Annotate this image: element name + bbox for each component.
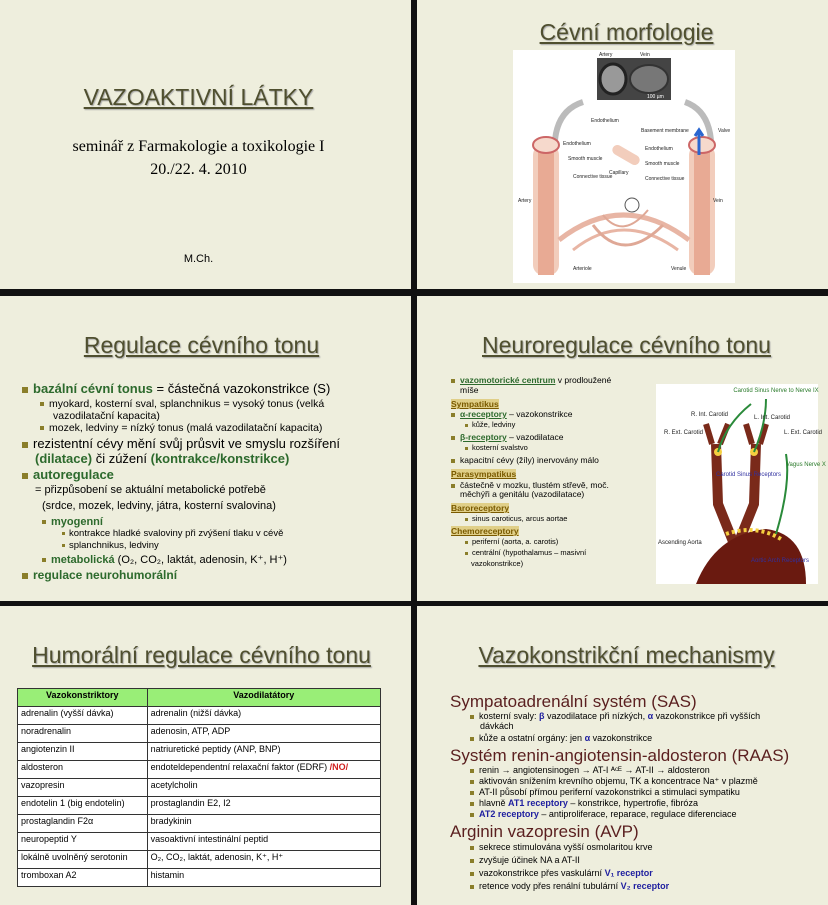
label-venule: Venule xyxy=(671,266,687,272)
table-cell: aldosteron xyxy=(18,761,148,779)
label-carotid-sinus-receptors: Carotid Sinus Receptors xyxy=(716,472,782,478)
label-l-int-carotid: L. Int. Carotid xyxy=(754,415,791,421)
header-vazokonstriktory: Vazokonstriktory xyxy=(18,689,148,707)
humoral-table xyxy=(17,688,381,887)
label-capillary: Capillary xyxy=(609,170,629,176)
label-basement: Basement membrane xyxy=(641,128,689,134)
date: 20./22. 4. 2010 xyxy=(150,161,247,178)
label-endothelium-l: Endothelium xyxy=(563,141,591,147)
bullet-kontrakce: kontrakce hladké svaloviny při zvýšení tlaku v cévě xyxy=(62,529,283,539)
table-row xyxy=(18,833,381,851)
author: M.Ch. xyxy=(183,253,214,265)
table-row xyxy=(18,797,381,815)
slide-title[interactable] xyxy=(0,0,403,289)
label-ascending-aorta: Ascending Aorta xyxy=(658,540,702,546)
table-cell: O₂, CO₂, laktát, adenosin, K⁺, H⁺ xyxy=(147,851,380,869)
label-connective-l: Connective tissue xyxy=(573,174,613,180)
label-vein-side: Vein xyxy=(713,198,723,204)
slide-title-text: Vazokonstrikční mechanismy xyxy=(478,642,775,668)
table-row xyxy=(18,869,381,887)
table-cell: histamin xyxy=(147,869,380,887)
vertical-divider xyxy=(403,0,425,905)
table-cell: prostaglandin F2α xyxy=(18,815,148,833)
slide-regulace[interactable] xyxy=(0,296,403,601)
table-cell: endotelin 1 (big endotelin) xyxy=(18,797,148,815)
subtitle: seminář z Farmakologie a toxikologie I xyxy=(72,138,325,155)
label-scale: 100 µm xyxy=(647,94,664,100)
table-row xyxy=(18,815,381,833)
slide-title-text: Cévní morfologie xyxy=(539,19,714,45)
table-row xyxy=(18,725,381,743)
table-cell: vazopresin xyxy=(18,779,148,797)
label-r-ext-carotid: R. Ext. Carotid xyxy=(664,430,704,436)
table-cell: neuropeptid Y xyxy=(18,833,148,851)
slide-title-text: Regulace cévního tonu xyxy=(83,332,320,358)
table-row xyxy=(18,761,381,779)
bullet-metabolicka: metabolická (O₂, CO₂, laktát, adenosin, K⁺, H⁺) xyxy=(42,554,287,566)
label-r-int-carotid: R. Int. Carotid xyxy=(691,412,729,418)
baroreceptor-diagram xyxy=(656,384,826,584)
bullet-autoregulace: autoregulace xyxy=(22,468,114,482)
label-vagus: Vagus Nerve X xyxy=(786,462,826,468)
table-cell: tromboxan A2 xyxy=(18,869,148,887)
table-cell: prostaglandin E2, I2 xyxy=(147,797,380,815)
bullet-myogenni: myogenní xyxy=(42,516,103,528)
text-prizpusobeni: = přizpůsobení se aktuální metabolické potřebě xyxy=(35,484,266,496)
table-cell: acetylcholin xyxy=(147,779,380,797)
bullet-bazalni: bazální cévní tonus = částečná vazokonstrikce (S) xyxy=(22,382,330,396)
vessel-morphology-diagram xyxy=(513,50,735,283)
table-row xyxy=(18,707,381,725)
label-aortic-arch-receptors: Aortic Arch Receptors xyxy=(751,558,810,564)
heading-avp: Arginin vazopresin (AVP) xyxy=(450,822,639,841)
bullet-myokard: myokard, kosterní sval, splanchnikus = vysoký tonus (velká xyxy=(40,399,324,411)
label-l-ext-carotid: L. Ext. Carotid xyxy=(784,430,823,436)
horizontal-divider-1 xyxy=(0,289,828,296)
table-row xyxy=(18,851,381,869)
table-cell: adenosin, ATP, ADP xyxy=(147,725,380,743)
label-carotid-sinus-nerve: Carotid Sinus Nerve to Nerve IX xyxy=(733,388,819,394)
table-header-row xyxy=(18,689,381,707)
bullet-mozek: mozek, ledviny = nízký tonus (malá vazodilatační kapacita) xyxy=(40,423,322,435)
table-cell: lokálně uvolněný serotonin xyxy=(18,851,148,869)
heading-raas: Systém renin-angiotensin-aldosteron (RAAS) xyxy=(450,746,790,765)
slide-cevni-morfologie[interactable] xyxy=(425,0,828,289)
main-title: VAZOAKTIVNÍ LÁTKY xyxy=(83,84,314,110)
bullet-myokard-cont: vazodilatační kapacita) xyxy=(53,410,160,422)
table-cell: natriuretické peptidy (ANP, BNP) xyxy=(147,743,380,761)
no-label: /NO/ xyxy=(329,762,349,772)
label-endothelium-top: Endothelium xyxy=(591,118,619,124)
table-cell: angiotenzin II xyxy=(18,743,148,761)
table-cell: vasoaktivní intestinální peptid xyxy=(147,833,380,851)
slide-humoralni[interactable] xyxy=(0,606,403,905)
slide-title-text: Neuroregulace cévního tonu xyxy=(482,332,771,358)
table-cell: noradrenalin xyxy=(18,725,148,743)
label-arteriole: Arteriole xyxy=(573,266,592,272)
label-smooth-r: Smooth muscle xyxy=(645,161,680,167)
bullet-splanchnikus: splanchnikus, ledviny xyxy=(62,541,159,551)
label-connective-r: Connective tissue xyxy=(645,176,685,182)
text-organy: (srdce, mozek, ledviny, játra, kosterní svalovina) xyxy=(42,500,276,512)
bullet-rezistentni: rezistentní cévy mění svůj průsvit ve smyslu rozšíření xyxy=(22,437,340,451)
label-smooth-l: Smooth muscle xyxy=(568,156,603,162)
label-endothelium-r: Endothelium xyxy=(645,146,673,152)
slide-vazokonstrikcni[interactable]: Vazokonstrikční mechanismy Sympatoadrenální systém (SAS) kosterní svaly: β vazodilatace při nízkých, α vazokonstrikce při vyšších dávkách kůže a ostatní orgány: jen α vazokonstrikce Systém renin-angiotensin-aldosteron (RAAS) renin → angiotensinogen → AT-I ᴬᶜᴱ → AT-II → aldosteron aktivován snížením krevního objemu, TK a koncentrace Na⁺ v plazmě AT-II působí přímou periferní vazokonstrikci a stimulaci sympatiku hlavně AT1 receptory – konstrikce, hypertrofie, fibróza AT2 receptory – antiproliferace, reparace, regulace diferenciace Arginin vazopresin (AVP) sekrece stimulována vyšší osmolaritou krve zvyšuje účinek NA a AT-II vazokonstrikce přes vaskulární V₁ receptor retence vody přes renální tubulární V₂ receptor xyxy=(425,606,828,905)
header-vazodilatatory: Vazodilatátory xyxy=(147,689,380,707)
table-row xyxy=(18,743,381,761)
table-cell: endoteldependentní relaxační faktor (EDRF) /NO/ xyxy=(147,761,380,779)
table-cell: adrenalin (nižší dávka) xyxy=(147,707,380,725)
table-cell: adrenalin (vyšší dávka) xyxy=(18,707,148,725)
label-artery-side: Artery xyxy=(518,198,532,204)
bullet-rezistentni-cont: (dilatace) či zúžení (kontrakce/konstrikce) xyxy=(35,451,290,466)
table-cell: bradykinin xyxy=(147,815,380,833)
label-artery-top: Artery xyxy=(599,52,613,58)
bullet-neurohumoralni: regulace neurohumorální xyxy=(22,569,177,582)
label-valve: Valve xyxy=(718,128,731,134)
slide-title-text: Humorální regulace cévního tonu xyxy=(32,642,371,668)
slide-neuroregulace[interactable]: Neuroregulace cévního tonu vazomotorické centrum v prodloužené míše Sympatikus α-receptory – vazokonstrikce kůže, ledviny β-receptory – vazodilatace kosterní svalstvo kapacitní cévy (žíly) inervovány málo Parasympatikus částečně v mozku, tlustém střevě, moč. měchýři a genitálu (vazodilatace) Baroreceptory sinus caroticus, arcus aortae Chemoreceptory periferní (aorta, a. carotis) centrální (hypothalamus – masivní vazokonstrikce) Carotid Sinus Nerve to Nerve IX R. Int. Carotid L. Int. Carotid R. Ext. Carotid L. Ext. Carotid Vagus Nerve X Carotid Sinus Receptors Ascending Aorta Aortic Arch Receptors xyxy=(425,296,828,601)
table-row xyxy=(18,779,381,797)
label-vein-top: Vein xyxy=(640,52,650,58)
heading-sas: Sympatoadrenální systém (SAS) xyxy=(450,692,697,711)
